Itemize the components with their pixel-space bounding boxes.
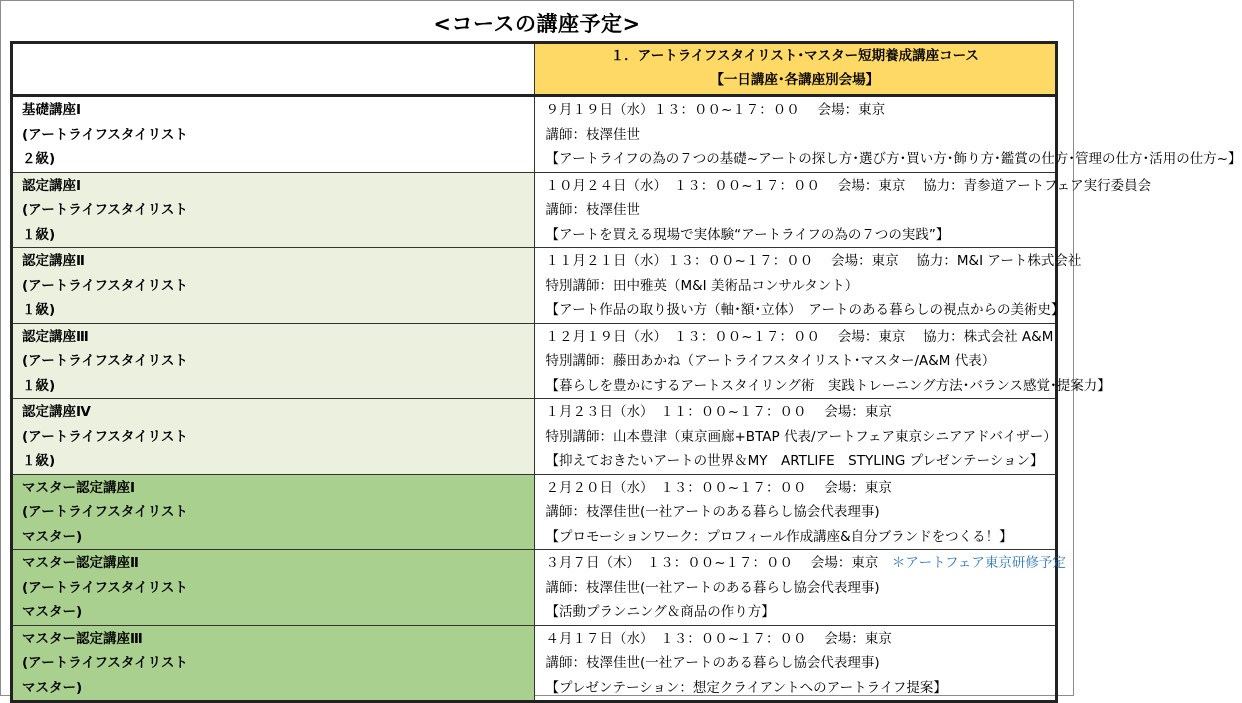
session-datetime xyxy=(546,325,1056,350)
course-detail-cell xyxy=(534,550,1066,626)
session-datetime-text: １０月２４日（水） １３：００~１７：００ 会場：東京 協力：青参道アートフェア実行委員会 xyxy=(545,177,1152,194)
course-label-cell xyxy=(12,323,535,399)
session-instructor xyxy=(546,349,1056,374)
course-detail-cell xyxy=(534,474,1057,550)
session-instructor-text: 特別講師：藤田あかね（アートライフスタイリスト･マスター/A&M 代表） xyxy=(545,353,996,369)
course-label-line: (アートライフスタイリスト xyxy=(22,579,188,596)
session-datetime-text: ２月２０日（水） １３：００~１７：００ 会場：東京 xyxy=(545,479,892,496)
session-topic-text: 【プレゼンテーション：想定クライアントへのアートライフ提案】 xyxy=(545,679,947,696)
session-instructor-text: 講師：枝澤佳世(一社アートのある暮らし協会代表理事) xyxy=(545,579,880,596)
session-instructor xyxy=(546,198,1056,223)
course-detail-cell xyxy=(534,96,1242,173)
session-instructor-text: 特別講師：山本豊津（東京画廊+BTAP 代表/アートフェア東京シニアアドバイザー） xyxy=(545,428,1057,445)
table-row xyxy=(12,474,1057,550)
session-instructor-text: 特別講師：田中雅英（M&I 美術品コンサルタント） xyxy=(545,277,859,294)
course-detail-cell xyxy=(534,172,1152,248)
session-topic-text: 【暮らしを豊かにするアートスタイリング術 実践トレーニング方法･バランス感覚･提案力】 xyxy=(545,377,1111,394)
session-topic-text: 【アートを買える現場で実体験“アートライフの為の７つの実践”】 xyxy=(545,226,950,243)
course-name: １．アートライフスタイリスト･マスター短期養成講座コース xyxy=(610,48,979,64)
course-label-line: 認定講座Ⅳ xyxy=(22,404,91,420)
session-topic-text: 【アート作品の取り扱い方（軸･額･立体） アートのある暮らしの視点からの美術史】 xyxy=(545,302,1065,318)
session-datetime xyxy=(545,174,1152,199)
session-note: ＊アートフェア東京研修予定 xyxy=(891,555,1066,571)
session-instructor xyxy=(546,425,1056,450)
session-topic xyxy=(546,600,1056,625)
session-datetime xyxy=(546,98,1056,123)
course-label-cell xyxy=(12,96,535,173)
session-instructor-text: 講師：枝澤佳世(一社アートのある暮らし協会代表理事) xyxy=(545,504,880,520)
session-topic-text: 【抑えておきたいアートの世界＆MY ARTLIFE STYLING プレゼンテーション】 xyxy=(545,453,1044,469)
session-datetime xyxy=(546,627,1056,652)
table-row xyxy=(12,323,1057,399)
session-datetime-text: １１月２１日（水）１３：００~１７：００ 会場：東京 協力：M&I アート株式会社 xyxy=(545,253,1082,269)
course-label-line: １級) xyxy=(22,302,56,318)
course-label-line: 認定講座Ⅲ xyxy=(22,328,89,345)
course-detail-cell xyxy=(534,399,1057,475)
course-detail-cell xyxy=(534,323,1111,399)
table-row xyxy=(12,399,1057,475)
course-label-line: (アートライフスタイリスト xyxy=(22,504,188,520)
session-instructor-text: 講師：枝澤佳世(一社アートのある暮らし協会代表理事) xyxy=(545,655,880,671)
course-label-line: マスター) xyxy=(22,528,83,545)
session-topic xyxy=(546,676,1056,701)
session-datetime-text: ３月７日（木） １３：００~１７：００ 会場：東京 xyxy=(545,555,892,571)
session-instructor xyxy=(546,123,1056,148)
session-topic xyxy=(545,147,1242,172)
course-label-line: マスター認定講座Ⅲ xyxy=(22,630,143,647)
course-header-cell xyxy=(534,43,1057,96)
course-label-cell xyxy=(12,550,535,626)
table-row xyxy=(12,96,1057,173)
header-empty-cell xyxy=(12,43,535,96)
course-label-line: １級) xyxy=(22,377,56,394)
course-label-line: マスター) xyxy=(22,679,83,696)
table-header-row xyxy=(12,43,1057,96)
course-label-line: 認定講座Ⅰ xyxy=(22,177,82,194)
course-label-line: (アートライフスタイリスト xyxy=(22,126,188,143)
course-label-cell xyxy=(12,399,535,475)
course-label-cell xyxy=(12,172,535,248)
table-row xyxy=(12,248,1057,324)
table-row xyxy=(12,550,1057,626)
session-datetime-text: １月２３日（水） １１：００~１７：００ 会場：東京 xyxy=(545,404,892,420)
course-label-line: １級) xyxy=(22,453,56,469)
session-datetime xyxy=(545,249,1082,274)
course-schedule-table xyxy=(10,41,1242,703)
session-topic xyxy=(546,223,1056,248)
course-label-line: (アートライフスタイリスト xyxy=(22,202,188,218)
table-row xyxy=(12,172,1057,248)
course-label-line: (アートライフスタイリスト xyxy=(22,428,188,445)
course-subtitle: 【一日講座･各講座別会場】 xyxy=(710,72,880,88)
session-datetime-text: ９月１９日（水）１３：００~１７：００ 会場：東京 xyxy=(545,102,886,118)
session-instructor xyxy=(546,651,1056,676)
session-instructor xyxy=(546,576,1056,601)
session-topic xyxy=(545,298,1065,323)
session-datetime xyxy=(546,476,1056,501)
course-label-line: マスター認定講座Ⅰ xyxy=(22,479,136,496)
session-datetime-text: ４月１７日（水） １３：００~１７：００ 会場：東京 xyxy=(545,630,892,647)
course-label-line: マスター認定講座Ⅱ xyxy=(22,555,139,571)
session-topic xyxy=(545,374,1111,399)
course-label-line: １級) xyxy=(22,226,56,243)
course-label-line: ２級) xyxy=(22,151,56,167)
session-topic xyxy=(546,525,1056,550)
session-topic xyxy=(546,449,1056,474)
course-label-line: 基礎講座Ⅰ xyxy=(22,102,82,118)
course-label-cell xyxy=(12,625,535,702)
table-row xyxy=(12,625,1057,702)
session-datetime xyxy=(546,400,1056,425)
session-topic-text: 【アートライフの為の７つの基礎~アートの探し方･選び方･買い方･飾り方･鑑賞の仕方･管理の仕方･活用の仕方~】 xyxy=(545,151,1242,167)
course-label-cell xyxy=(12,248,535,324)
session-instructor-text: 講師：枝澤佳世 xyxy=(545,126,640,143)
course-label-line: 認定講座Ⅱ xyxy=(22,253,85,269)
session-instructor xyxy=(546,274,1056,299)
course-label-cell xyxy=(12,474,535,550)
course-label-line: (アートライフスタイリスト xyxy=(22,655,188,671)
session-datetime-text: １２月１９日（水） １３：００~１７：００ 会場：東京 協力：株式会社 A&M xyxy=(545,328,1054,345)
session-topic-text: 【活動プランニング＆商品の作り方】 xyxy=(545,604,775,620)
course-label-line: (アートライフスタイリスト xyxy=(22,277,188,294)
course-label-line: (アートライフスタイリスト xyxy=(22,353,188,369)
session-instructor xyxy=(546,500,1056,525)
session-instructor-text: 講師：枝澤佳世 xyxy=(545,202,640,218)
course-label-line: マスター) xyxy=(22,604,83,620)
page-title: <コースの講座予定> xyxy=(433,12,641,36)
session-topic-text: 【プロモーションワーク：プロフィール作成講座&自分ブランドをつくる！】 xyxy=(545,528,1013,545)
course-detail-cell xyxy=(534,625,1057,702)
session-datetime xyxy=(545,551,1066,576)
course-detail-cell xyxy=(534,248,1082,324)
